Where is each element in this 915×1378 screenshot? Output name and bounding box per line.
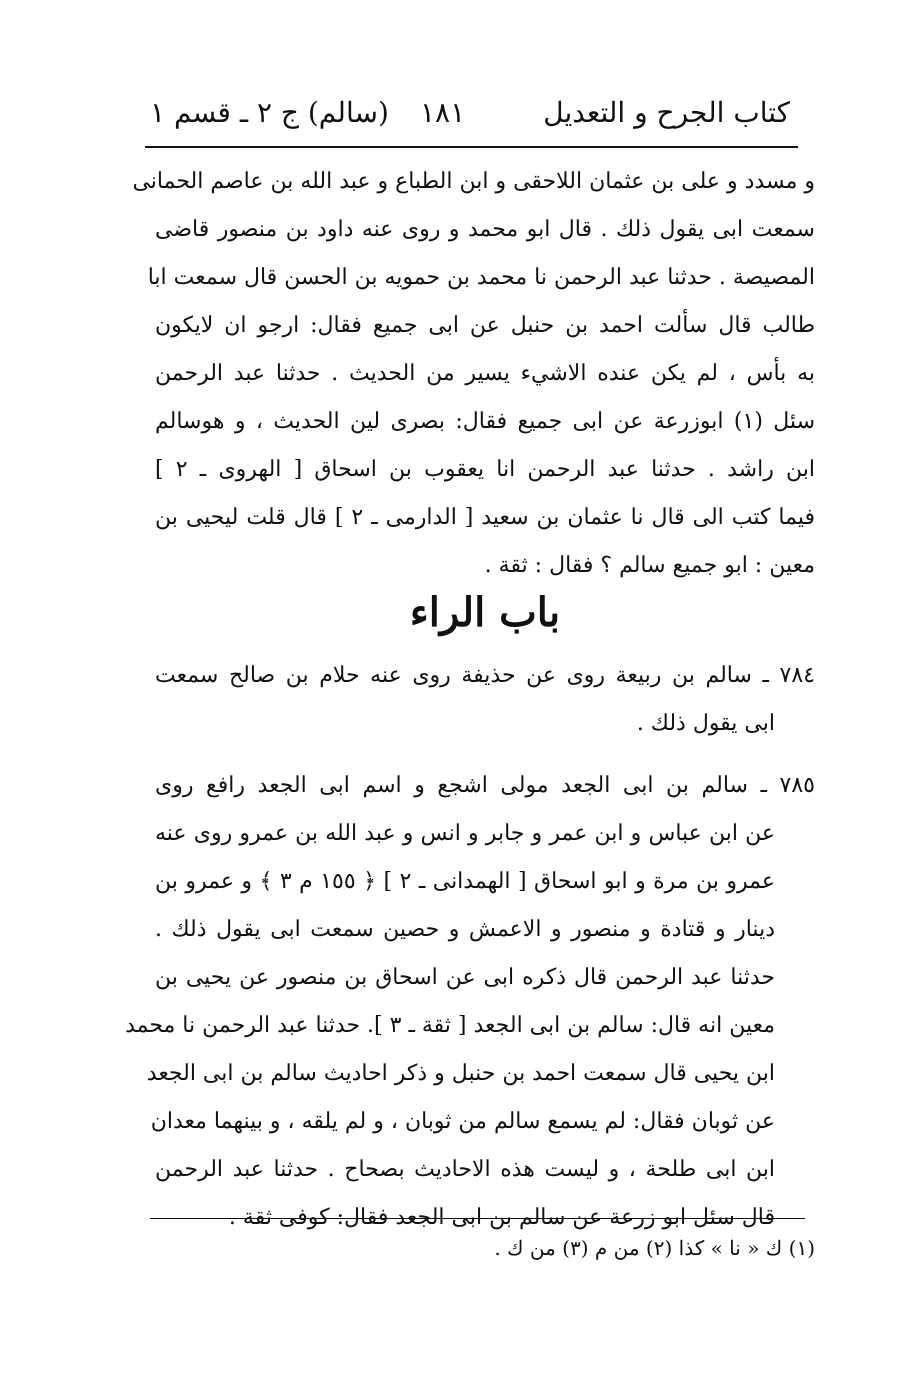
entry-785 bbox=[125, 762, 815, 1242]
continuation-text bbox=[132, 158, 816, 590]
text-line: دينار و قتادة و منصور و الاعمش و حصين سمعت ابى يقول ذلك . bbox=[155, 917, 775, 942]
header-rule bbox=[145, 146, 798, 148]
book-title: كتاب الجرح و التعديل bbox=[543, 96, 790, 129]
text-line: عن ثوبان فقال: لم يسمع سالم من ثوبان ، و لم يلقه ، و بينهما معدان bbox=[150, 1109, 775, 1134]
text-line: ٧٨٤ ـ سالم بن ربيعة روى عن حذيفة روى عنه حلام بن صالح سمعت bbox=[155, 663, 815, 688]
text-line: معين : ابو جميع سالم ؟ فقال : ثقة . bbox=[484, 553, 815, 578]
text-line: ابى يقول ذلك . bbox=[636, 711, 775, 736]
entry-784 bbox=[155, 652, 815, 748]
text-line: و مسدد و على بن عثمان اللاحقى و ابن الطباع و عبد الله بن عاصم الحمانى bbox=[132, 169, 815, 194]
text-line: به بأس ، لم يكن عنده الاشيء يسير من الحديث . حدثنا عبد الرحمن bbox=[155, 361, 815, 386]
text-line: طالب قال سألت احمد بن حنبل عن ابى جميع فقال: ارجو ان لايكون bbox=[155, 313, 815, 338]
text-line: سمعت ابى يقول ذلك . قال ابو محمد و روى عنه داود بن منصور قاضى bbox=[155, 217, 815, 242]
text-line: عمرو بن مرة و ابو اسحاق [ الهمدانى ـ ٢ ] ﴿ ١٥٥ م ٣ ﴾ و عمرو بن bbox=[155, 869, 776, 894]
text-line: حدثنا عبد الرحمن قال ذكره ابى عن اسحاق بن منصور عن يحيى بن bbox=[155, 965, 775, 990]
text-line: ابن راشد . حدثنا عبد الرحمن انا يعقوب بن اسحاق [ الهروى ـ ٢ ] bbox=[155, 457, 815, 482]
text-line: فيما كتب الى قال نا عثمان بن سعيد [ الدارمى ـ ٢ ] قال قلت ليحيى بن bbox=[155, 505, 815, 530]
chapter-heading: باب الراء bbox=[409, 589, 561, 636]
running-header bbox=[150, 88, 790, 138]
text-line: ابن ابى طلحة ، و ليست هذه الاحاديث بصحاح . حدثنا عبد الرحمن bbox=[155, 1157, 775, 1182]
text-line: المصيصة . حدثنا عبد الرحمن نا محمد بن حمويه بن الحسن قال سمعت ابا bbox=[147, 265, 815, 290]
volume-info: (سالم) ج ٢ ـ قسم ١ bbox=[150, 96, 389, 129]
page-number: ١٨١ bbox=[420, 96, 466, 129]
text-line: معين انه قال: سالم بن ابى الجعد [ ثقة ـ ٣ ]. حدثنا عبد الرحمن نا محمد bbox=[125, 1013, 775, 1038]
text-line: عن ابن عباس و ابن عمر و جابر و انس و عبد الله بن عمرو روى عنه bbox=[155, 821, 775, 846]
text-line: ابن يحيى قال سمعت احمد بن حنبل و ذكر احاديث سالم بن ابى الجعد bbox=[146, 1061, 775, 1086]
text-line: سئل (١) ابوزرعة عن ابى جميع فقال: بصرى لين الحديث ، و هوسالم bbox=[155, 409, 816, 434]
text-line: ٧٨٥ ـ سالم بن ابى الجعد مولى اشجع و اسم ابى الجعد رافع روى bbox=[155, 773, 815, 798]
footnote-rule bbox=[150, 1218, 805, 1219]
footnote: (١) ك « نا » كذا (٢) من م (٣) من ك . bbox=[494, 1236, 815, 1260]
text-line: قال سئل ابو زرعة عن سالم بن ابى الجعد فقال: كوفى ثقة . bbox=[228, 1205, 775, 1230]
